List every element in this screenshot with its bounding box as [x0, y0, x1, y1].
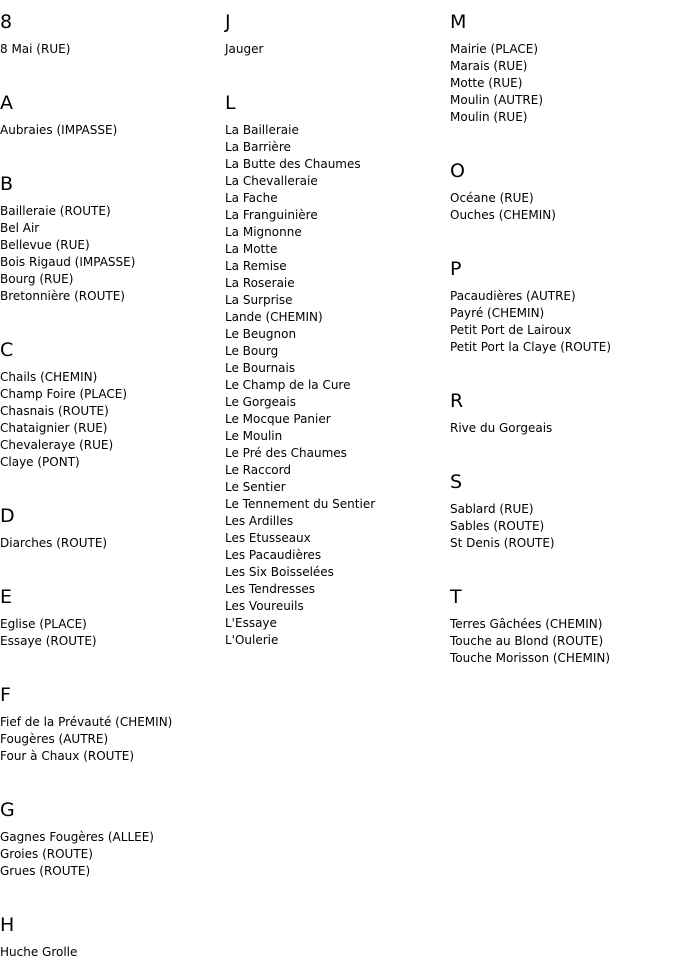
street-link[interactable]: Eglise (PLACE)	[0, 617, 87, 631]
street-link[interactable]: Le Raccord	[225, 463, 291, 477]
group-spacer	[0, 58, 172, 81]
street-link[interactable]: Le Champ de la Cure	[225, 378, 351, 392]
street-link[interactable]: Bourg (RUE)	[0, 272, 74, 286]
letter-heading: O	[450, 160, 465, 182]
street-link[interactable]: Touche au Blond (ROUTE)	[450, 634, 604, 648]
street-list	[0, 41, 172, 58]
street-link[interactable]: La Franguinière	[225, 208, 318, 222]
street-link[interactable]: Le Moulin	[225, 429, 283, 443]
letter-group	[450, 247, 611, 379]
street-link[interactable]: La Mignonne	[225, 225, 302, 239]
letter-group	[450, 460, 611, 575]
street-list	[0, 944, 172, 961]
street-link[interactable]: St Denis (ROUTE)	[450, 536, 555, 550]
street-link[interactable]: Ouches (CHEMIN)	[450, 208, 556, 222]
street-column	[225, 0, 375, 649]
street-list	[450, 190, 611, 224]
street-link[interactable]: Le Beugnon	[225, 327, 297, 341]
group-spacer	[450, 224, 611, 247]
street-link[interactable]: Le Sentier	[225, 480, 286, 494]
letter-heading: D	[0, 505, 15, 527]
street-list	[0, 616, 172, 650]
street-link[interactable]: Sables (ROUTE)	[450, 519, 545, 533]
group-spacer	[0, 139, 172, 162]
street-link[interactable]: Moulin (RUE)	[450, 110, 528, 124]
street-link[interactable]: 8 Mai (RUE)	[0, 42, 71, 56]
street-link[interactable]: Petit Port la Claye (ROUTE)	[450, 340, 612, 354]
street-list	[0, 369, 172, 471]
street-link[interactable]: Pacaudières (AUTRE)	[450, 289, 576, 303]
group-spacer	[450, 552, 611, 575]
street-list	[0, 122, 172, 139]
street-link[interactable]: Chataignier (RUE)	[0, 421, 108, 435]
street-link[interactable]: La Fache	[225, 191, 278, 205]
group-spacer	[225, 58, 375, 81]
street-link[interactable]: Le Gorgeais	[225, 395, 296, 409]
street-list	[450, 41, 611, 126]
group-spacer	[0, 552, 172, 575]
street-link[interactable]: La Barrière	[225, 140, 291, 154]
street-link[interactable]: Motte (RUE)	[450, 76, 523, 90]
street-link[interactable]: Bois Rigaud (IMPASSE)	[0, 255, 136, 269]
group-spacer	[0, 765, 172, 788]
letter-group	[0, 494, 172, 575]
letter-group	[450, 379, 611, 460]
street-link[interactable]: Terres Gâchées (CHEMIN)	[450, 617, 603, 631]
street-link[interactable]: Les Six Boisselées	[225, 565, 334, 579]
street-link[interactable]: Océane (RUE)	[450, 191, 534, 205]
street-link[interactable]: Rive du Gorgeais	[450, 421, 553, 435]
letter-group	[450, 575, 611, 667]
group-spacer	[0, 650, 172, 673]
letter-heading: R	[450, 390, 464, 412]
letter-group	[0, 575, 172, 673]
street-link[interactable]: Le Pré des Chaumes	[225, 446, 347, 460]
street-link[interactable]: Bretonnière (ROUTE)	[0, 289, 125, 303]
street-link[interactable]: Les Pacaudières	[225, 548, 322, 562]
street-link[interactable]: Lande (CHEMIN)	[225, 310, 323, 324]
letter-heading: J	[225, 11, 231, 33]
street-list	[0, 203, 172, 305]
street-link[interactable]: La Butte des Chaumes	[225, 157, 361, 171]
street-link[interactable]: Fougères (AUTRE)	[0, 732, 109, 746]
street-link[interactable]: Touche Morisson (CHEMIN)	[450, 651, 611, 665]
letter-group	[0, 162, 172, 328]
street-link[interactable]: La Remise	[225, 259, 287, 273]
street-link[interactable]: La Surprise	[225, 293, 293, 307]
street-list	[225, 122, 375, 649]
letter-heading: G	[0, 799, 15, 821]
letter-group	[450, 149, 611, 247]
street-link[interactable]: Grues (ROUTE)	[0, 864, 91, 878]
street-link[interactable]: Champ Foire (PLACE)	[0, 387, 127, 401]
letter-heading: A	[0, 92, 13, 114]
street-link[interactable]: Les Voureuils	[225, 599, 304, 613]
street-link[interactable]: La Bailleraie	[225, 123, 299, 137]
street-list	[225, 41, 375, 58]
street-link[interactable]: Moulin (AUTRE)	[450, 93, 543, 107]
street-link[interactable]: Marais (RUE)	[450, 59, 528, 73]
street-list	[450, 501, 611, 552]
street-link[interactable]: Chails (CHEMIN)	[0, 370, 98, 384]
street-link[interactable]: La Motte	[225, 242, 278, 256]
street-list	[450, 616, 611, 667]
group-spacer	[0, 471, 172, 494]
letter-heading: C	[0, 339, 14, 361]
street-link[interactable]: Bailleraie (ROUTE)	[0, 204, 111, 218]
group-spacer	[450, 437, 611, 460]
letter-heading: P	[450, 258, 462, 280]
group-spacer	[450, 356, 611, 379]
street-link[interactable]: Claye (PONT)	[0, 455, 80, 469]
street-link[interactable]: Payré (CHEMIN)	[450, 306, 545, 320]
street-list	[0, 535, 172, 552]
group-spacer	[450, 126, 611, 149]
street-link[interactable]: L'Essaye	[225, 616, 277, 630]
letter-heading: B	[0, 173, 14, 195]
letter-group	[0, 903, 172, 961]
letter-heading: H	[0, 914, 15, 936]
group-spacer	[0, 880, 172, 903]
letter-heading: F	[0, 684, 11, 706]
letter-heading: L	[225, 92, 236, 114]
street-link[interactable]: Le Bournais	[225, 361, 296, 375]
street-link[interactable]: Petit Port de Lairoux	[450, 323, 572, 337]
street-link[interactable]: Le Mocque Panier	[225, 412, 331, 426]
street-link[interactable]: La Roseraie	[225, 276, 295, 290]
street-column	[0, 0, 172, 961]
letter-group	[0, 81, 172, 162]
street-link[interactable]: Essaye (ROUTE)	[0, 634, 97, 648]
street-column	[450, 0, 611, 667]
street-list	[0, 714, 172, 765]
letter-group	[225, 81, 375, 649]
street-link[interactable]: Chasnais (ROUTE)	[0, 404, 109, 418]
street-link[interactable]: Jauger	[225, 42, 264, 56]
street-link[interactable]: Diarches (ROUTE)	[0, 536, 108, 550]
group-spacer	[0, 305, 172, 328]
letter-group	[0, 0, 172, 81]
street-list	[450, 420, 611, 437]
letter-group	[0, 788, 172, 903]
street-link[interactable]: Aubraies (IMPASSE)	[0, 123, 118, 137]
street-link[interactable]: Le Bourg	[225, 344, 279, 358]
letter-heading: T	[450, 586, 462, 608]
street-link[interactable]: Sablard (RUE)	[450, 502, 534, 516]
street-link[interactable]: Bel Air	[0, 221, 40, 235]
street-link[interactable]: Gagnes Fougères (ALLEE)	[0, 830, 154, 844]
street-link[interactable]: Bellevue (RUE)	[0, 238, 90, 252]
street-link[interactable]: Les Ardilles	[225, 514, 294, 528]
street-link[interactable]: Huche Grolle	[0, 945, 78, 959]
street-link[interactable]: Les Etusseaux	[225, 531, 311, 545]
letter-heading: M	[450, 11, 467, 33]
letter-heading: S	[450, 471, 463, 493]
letter-group	[0, 328, 172, 494]
letter-heading: 8	[0, 11, 13, 33]
street-link[interactable]: Les Tendresses	[225, 582, 316, 596]
letter-group	[450, 0, 611, 149]
street-link[interactable]: Fief de la Prévauté (CHEMIN)	[0, 715, 173, 729]
letter-group	[225, 0, 375, 81]
street-link[interactable]: Four à Chaux (ROUTE)	[0, 749, 135, 763]
street-link[interactable]: Mairie (PLACE)	[450, 42, 539, 56]
street-link[interactable]: La Chevalleraie	[225, 174, 318, 188]
letter-group	[0, 673, 172, 788]
street-link[interactable]: Le Tennement du Sentier	[225, 497, 376, 511]
street-link[interactable]: Chevaleraye (RUE)	[0, 438, 114, 452]
street-link[interactable]: L'Oulerie	[225, 633, 279, 647]
letter-heading: E	[0, 586, 13, 608]
street-link[interactable]: Groies (ROUTE)	[0, 847, 93, 861]
street-list	[450, 288, 611, 356]
street-list	[0, 829, 172, 880]
